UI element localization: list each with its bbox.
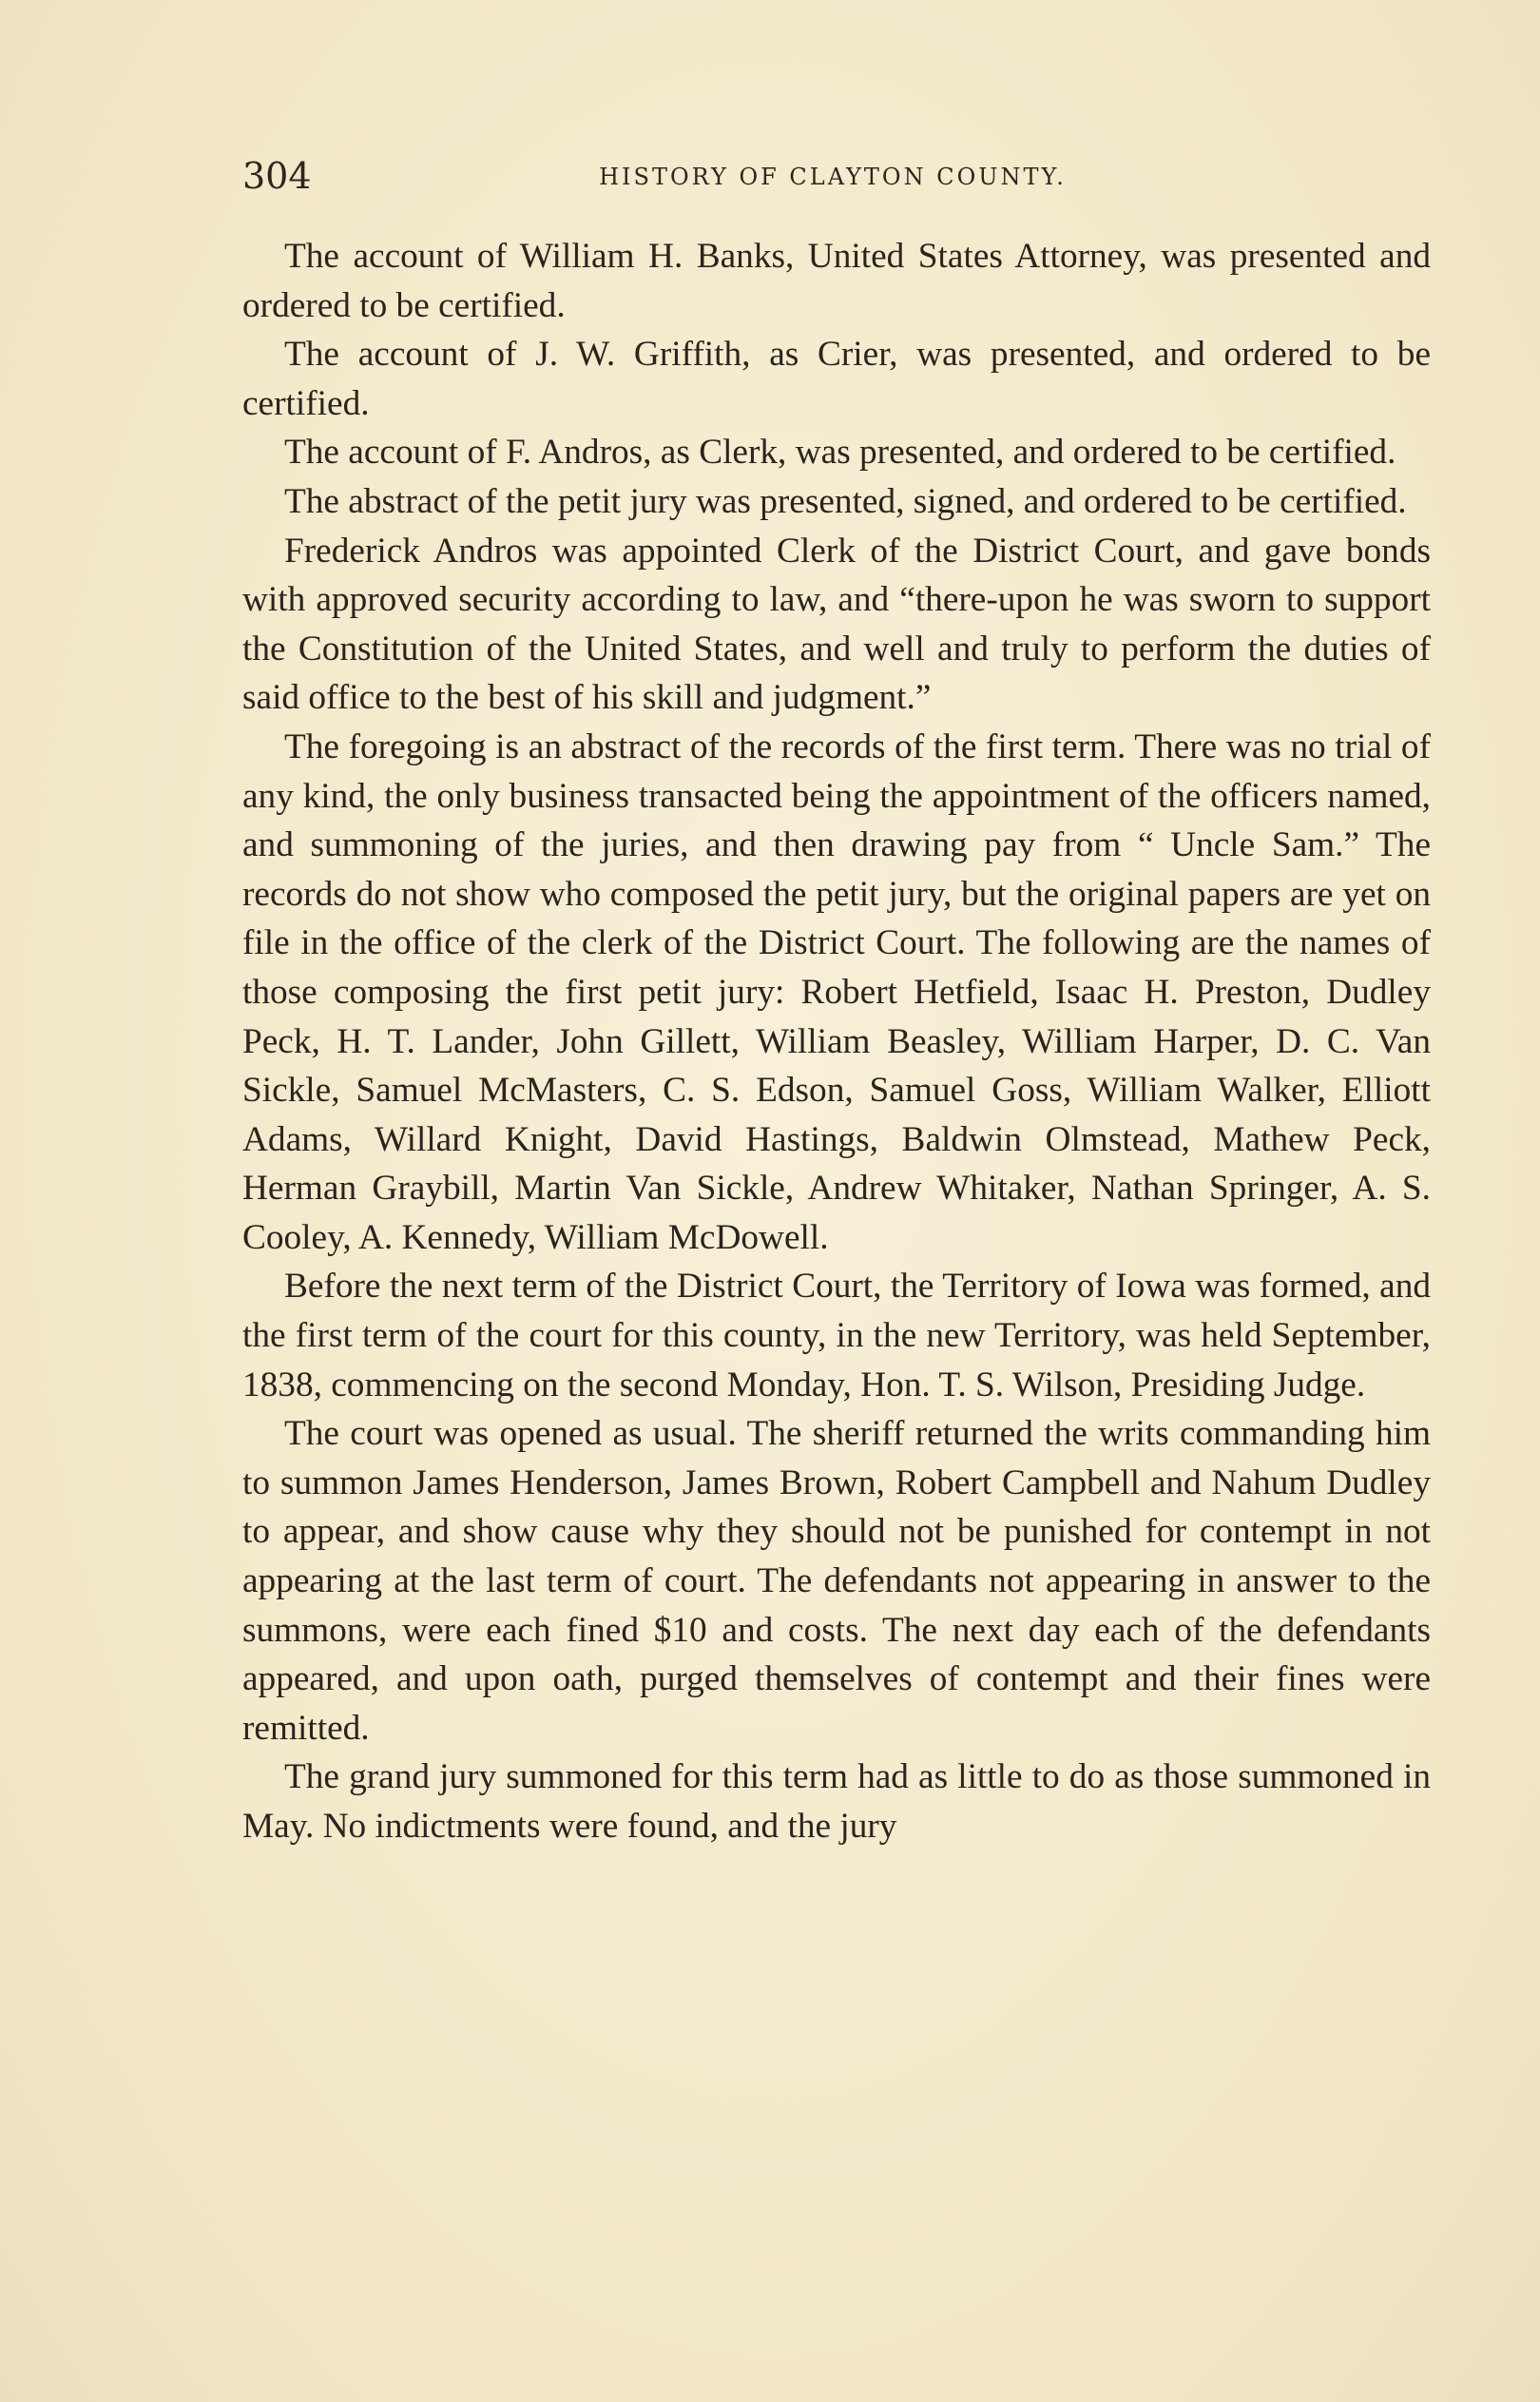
paragraph: Before the next term of the District Court, the Territory of Iowa was formed, and the first term of the court for this county, in the new Territory, was held September, 1838, commencing on the second Monday, Hon. T. S. Wilson, Presiding Judge.	[242, 1267, 1431, 1404]
paragraph: The grand jury summoned for this term had as little to do as those summoned in May. No indictments were found, and the jury	[242, 1757, 1431, 1846]
paragraph: The account of J. W. Griffith, as Crier, was presented, and ordered to be certified.	[242, 335, 1431, 423]
page-header	[242, 152, 1423, 200]
paragraph: The foregoing is an abstract of the records of the first term. There was no trial of any kind, the only business transacted being the appointment of the officers named, and summoning of the juries, and then drawing pay from “ Uncle Sam.” The records do not show who composed the petit jury, but the original papers are yet on file in the office of the clerk of the District Court. The following are the names of those composing the first petit jury: Robert Hetfield, Isaac H. Preston, Dudley Peck, H. T. Lander, John Gillett, William Beasley, William Harper, D. C. Van Sickle, Samuel McMasters, C. S. Edson, Samuel Goss, William Walker, Elliott Adams, Willard Knight, David Hastings, Baldwin Olmstead, Mathew Peck, Herman Graybill, Martin Van Sickle, Andrew Whitaker, Nathan Springer, A. S. Cooley, A. Kennedy, William McDowell.	[242, 726, 1431, 1257]
paragraph: The account of F. Andros, as Clerk, was presented, and ordered to be certified.	[284, 433, 1396, 473]
paragraph: The account of William H. Banks, United States Attorney, was presented and ordered to be certified.	[242, 237, 1431, 325]
paragraph: Frederick Andros was appointed Clerk of the District Court, and gave bonds with approved security according to law, and “there-upon he was sworn to support the Constitution of the United States, and well and truly to perform the duties of said office to the best of his skill and judgment.”	[242, 531, 1431, 718]
body-text	[242, 232, 1431, 1851]
page-number: 304	[242, 155, 312, 197]
paragraph: The abstract of the petit jury was presented, signed, and ordered to be certified.	[284, 481, 1407, 521]
paragraph: The court was opened as usual. The sheriff returned the writs commanding him to summon James Henderson, James Brown, Robert Campbell and Nahum Dudley to appear, and show cause why they should not be punished for contempt in not appearing at the last term of court. The defendants not appearing in answer to the summons, were each fined $10 and costs. The next day each of the defendants appeared, and upon oath, purged themselves of contempt and their fines were remitted.	[242, 1414, 1431, 1748]
running-title: HISTORY OF CLAYTON COUNTY.	[599, 164, 1067, 190]
